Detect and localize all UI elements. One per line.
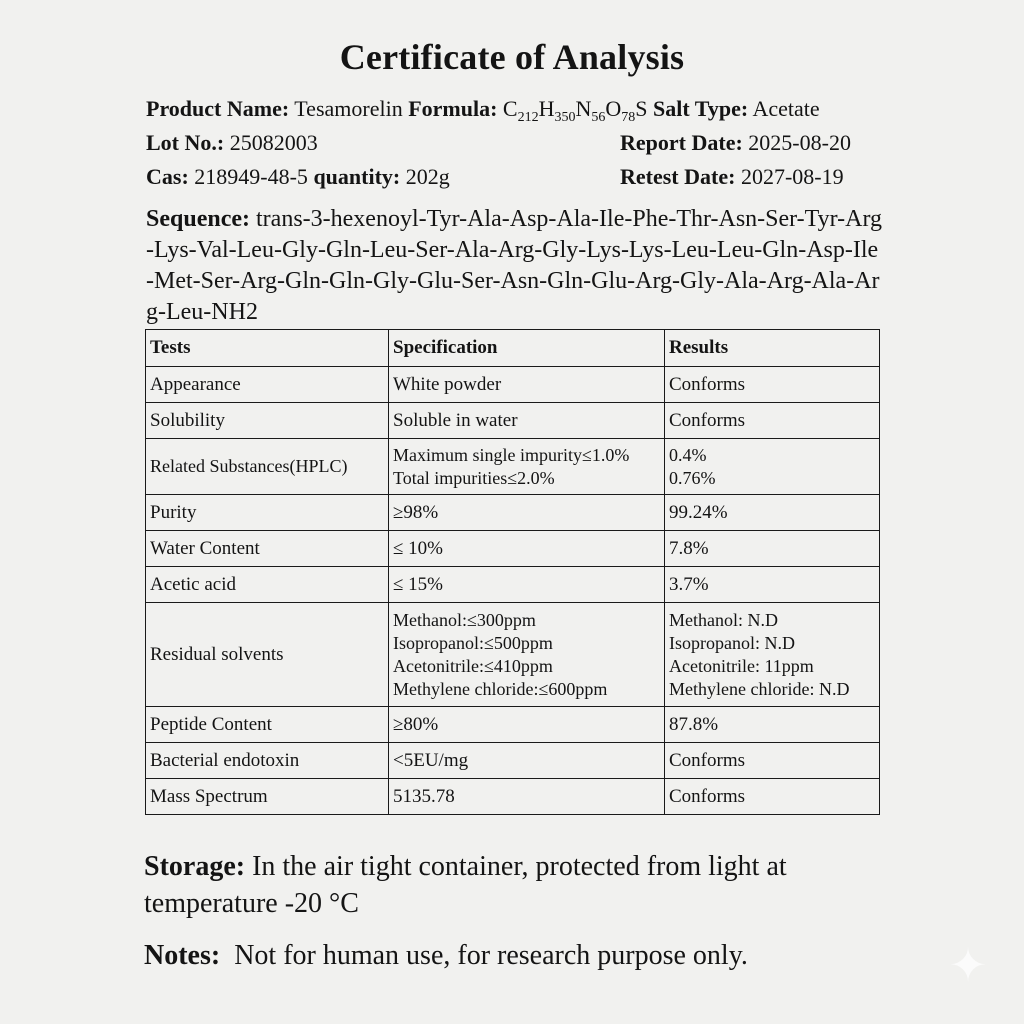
- table-row: [146, 531, 880, 567]
- result-cell: 87.8%: [665, 707, 880, 743]
- table-row: [146, 403, 880, 439]
- notes-block: [144, 940, 748, 972]
- analysis-table: [145, 329, 880, 815]
- info-row-product: [146, 96, 820, 125]
- lot-label: Lot No.:: [146, 130, 225, 155]
- result-line: 0.76%: [669, 467, 716, 488]
- result-cell: 7.8%: [665, 531, 880, 567]
- info-retest-date: [620, 164, 844, 190]
- spec-cell: Soluble in water: [389, 403, 665, 439]
- header-specification: Specification: [389, 330, 665, 367]
- result-cell: [665, 603, 880, 707]
- info-row-lot: [146, 130, 318, 156]
- test-cell: Peptide Content: [146, 707, 389, 743]
- table-row: [146, 603, 880, 707]
- sequence-value: trans-3-hexenoyl-Tyr-Ala-Asp-Ala-Ile-Phe-Thr-Asn-Ser-Tyr-Arg-Lys-Val-Leu-Gly-Gln-Leu-Ser-Ala-Arg-Gly-Lys-Lys-Leu-Leu-Gln-Asp-Ile-Met-Ser-Arg-Gln-Gln-Gly-Glu-Ser-Asn-Gln-Glu-Arg-Gly-Ala-Arg-Ala-Arg-Leu-NH2: [146, 206, 883, 325]
- product-name-value: Tesamorelin: [294, 96, 403, 121]
- spec-cell: 5135.78: [389, 779, 665, 815]
- spec-cell: ≤ 15%: [389, 567, 665, 603]
- product-name-label: Product Name:: [146, 96, 290, 121]
- spec-cell: <5EU/mg: [389, 743, 665, 779]
- result-cell: Conforms: [665, 779, 880, 815]
- table-row: [146, 367, 880, 403]
- storage-label: Storage:: [144, 851, 246, 882]
- result-cell: 3.7%: [665, 567, 880, 603]
- info-report-date: [620, 130, 851, 156]
- retest-date-label: Retest Date:: [620, 164, 736, 189]
- sparkle-icon: ✦: [948, 940, 988, 991]
- formula-label: Formula:: [408, 96, 498, 121]
- sequence-label: Sequence:: [146, 206, 250, 232]
- table-row: [146, 779, 880, 815]
- document-title: Certificate of Analysis: [339, 37, 685, 77]
- spec-line: Methanol:≤300ppm: [393, 609, 536, 630]
- table-row: [146, 567, 880, 603]
- spec-cell: White powder: [389, 367, 665, 403]
- test-cell: Mass Spectrum: [146, 779, 389, 815]
- notes-text: Not for human use, for research purpose only.: [234, 940, 748, 971]
- formula-value: $C_{212}H_{350}N_{56}O_{78}S$: [502, 96, 648, 125]
- cas-value: 218949-48-5: [194, 164, 308, 189]
- spec-line: Total impurities≤2.0%: [393, 467, 555, 488]
- result-cell: Conforms: [665, 367, 880, 403]
- storage-block: [144, 848, 904, 922]
- test-cell: Acetic acid: [146, 567, 389, 603]
- test-cell: Related Substances(HPLC): [146, 439, 389, 495]
- result-cell: Conforms: [665, 743, 880, 779]
- report-date-value: 2025-08-20: [748, 130, 851, 155]
- sequence-block: [146, 204, 886, 328]
- header-results: Results: [665, 330, 880, 367]
- result-cell: Conforms: [665, 403, 880, 439]
- test-cell: Bacterial endotoxin: [146, 743, 389, 779]
- table-header-row: [146, 330, 880, 367]
- spec-line: Acetonitrile:≤410ppm: [393, 655, 553, 676]
- spec-line: Isopropanol:≤500ppm: [393, 632, 553, 653]
- table-row: [146, 439, 880, 495]
- quantity-value: 202g: [405, 164, 450, 189]
- result-line: Acetonitrile: 11ppm: [669, 655, 814, 676]
- test-cell: Purity: [146, 495, 389, 531]
- notes-label: Notes:: [144, 940, 221, 971]
- result-cell: [665, 439, 880, 495]
- spec-line: Maximum single impurity≤1.0%: [393, 444, 630, 465]
- table-row: [146, 495, 880, 531]
- lot-value: 25082003: [229, 130, 318, 155]
- report-date-label: Report Date:: [620, 130, 743, 155]
- quantity-label: quantity:: [313, 164, 401, 189]
- test-cell: Water Content: [146, 531, 389, 567]
- info-row-cas: [146, 164, 450, 190]
- table-row: [146, 743, 880, 779]
- storage-text: In the air tight container, protected from light at temperature -20 °C: [144, 851, 787, 919]
- test-cell: Appearance: [146, 367, 389, 403]
- spec-cell: ≥80%: [389, 707, 665, 743]
- cas-label: Cas:: [146, 164, 189, 189]
- result-line: Methylene chloride: N.D: [669, 678, 850, 699]
- spec-cell: ≤ 10%: [389, 531, 665, 567]
- result-cell: 99.24%: [665, 495, 880, 531]
- spec-cell: ≥98%: [389, 495, 665, 531]
- result-line: Isopropanol: N.D: [669, 632, 795, 653]
- salt-type-value: Acetate: [752, 96, 820, 121]
- spec-cell: [389, 439, 665, 495]
- retest-date-value: 2027-08-19: [740, 164, 844, 189]
- result-line: Methanol: N.D: [669, 609, 778, 630]
- salt-type-label: Salt Type:: [653, 96, 749, 121]
- spec-cell: [389, 603, 665, 707]
- header-tests: Tests: [146, 330, 389, 367]
- test-cell: Solubility: [146, 403, 389, 439]
- spec-line: Methylene chloride:≤600ppm: [393, 678, 608, 699]
- result-line: 0.4%: [669, 444, 707, 465]
- test-cell: Residual solvents: [146, 603, 389, 707]
- table-row: [146, 707, 880, 743]
